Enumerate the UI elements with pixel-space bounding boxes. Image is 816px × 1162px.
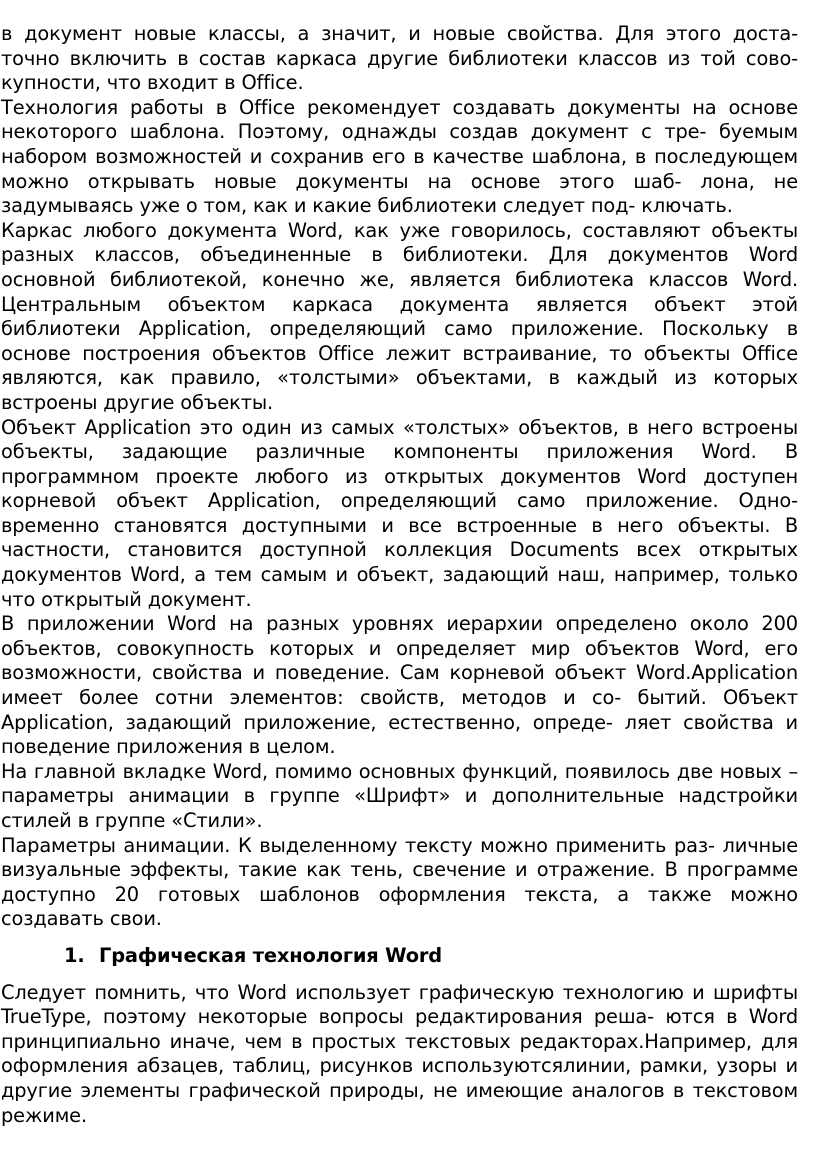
paragraph-application-object: Объект Application это один из самых «толстых» объектов, в него встроены объекты, задающие различные компоненты приложения Word. В программном проекте любого из открытых документов Word доступен корневой объект Application, определяющий само приложение. Одно- временно становятся доступными и все встроенные в него объекты. В частности, становится доступной коллекция Documents всех открытых документов Word, а тем самым и объект, задающий наш, например, только что открытый документ. — [1, 415, 798, 611]
paragraph-home-tab: На главной вкладке Word, помимо основных функций, появилось две новых – параметры анимации в группе «Шрифт» и дополнительные надстройки стилей в группе «Стили». — [1, 759, 798, 832]
section-heading-number: 1. — [64, 943, 85, 967]
paragraph-object-hierarchy: В приложении Word на разных уровнях иерархии определено около 200 объектов, совокупность которых и определяет мир объектов Word, его возможности, свойства и поведение. Сам корневой объект Word.Application имеет более сотни элементов: свойств, методов и со- бытий. Объект Application, задающий приложение, естественно, опреде- ляет свойства и поведение приложения в целом. — [1, 612, 798, 759]
paragraph-templates: Технология работы в Office рекомендует создавать документы на основе некоторого шаблона. Поэтому, однажды создав документ с тре- буемым набором возможностей и сохранив его в качестве шаблона, в последующем можно открывать новые документы на основе этого шаб- лона, не задумываясь уже о том, как и какие библиотеки следует под- ключать. — [1, 95, 798, 218]
paragraph-graphics-technology: Следует помнить, что Word использует графическую технологию и шрифты TrueType, поэтому некоторые вопросы редактирования реша- ются в Word принципиально иначе, чем в простых текстовых редакторах.Например, для оформления абзацев, таблиц, рисунков используютсялинии, рамки, узоры и другие элементы графической природы, не имеющие аналогов в текстовом режиме. — [1, 980, 798, 1127]
paragraph-classes-continuation: в документ новые классы, а значит, и новые свойства. Для этого доста- точно включить в состав каркаса другие библиотеки классов из той сово- купности, что входит в Office. — [1, 22, 798, 95]
section-heading — [1, 944, 798, 969]
paragraph-animation-parameters: Параметры анимации. К выделенному тексту можно применить раз- личные визуальные эффекты, такие как тень, свечение и отражение. В программе доступно 20 готовых шаблонов оформления текста, а также можно создавать свои. — [1, 833, 798, 931]
section-heading-text: Графическая технология Word — [99, 943, 443, 967]
paragraph-document-frame: Каркас любого документа Word, как уже говорилось, составляют объекты разных классов, объединенные в библиотеки. Для документов Word основной библиотекой, конечно же, является библиотека классов Word. Центральным объектом каркаса документа является объект этой библиотеки Application, определяющий само приложение. Поскольку в основе построения объектов Office лежит встраивание, то объекты Office являются, как правило, «толстыми» объектами, в каждый из которых встроены другие объекты. — [1, 218, 798, 414]
